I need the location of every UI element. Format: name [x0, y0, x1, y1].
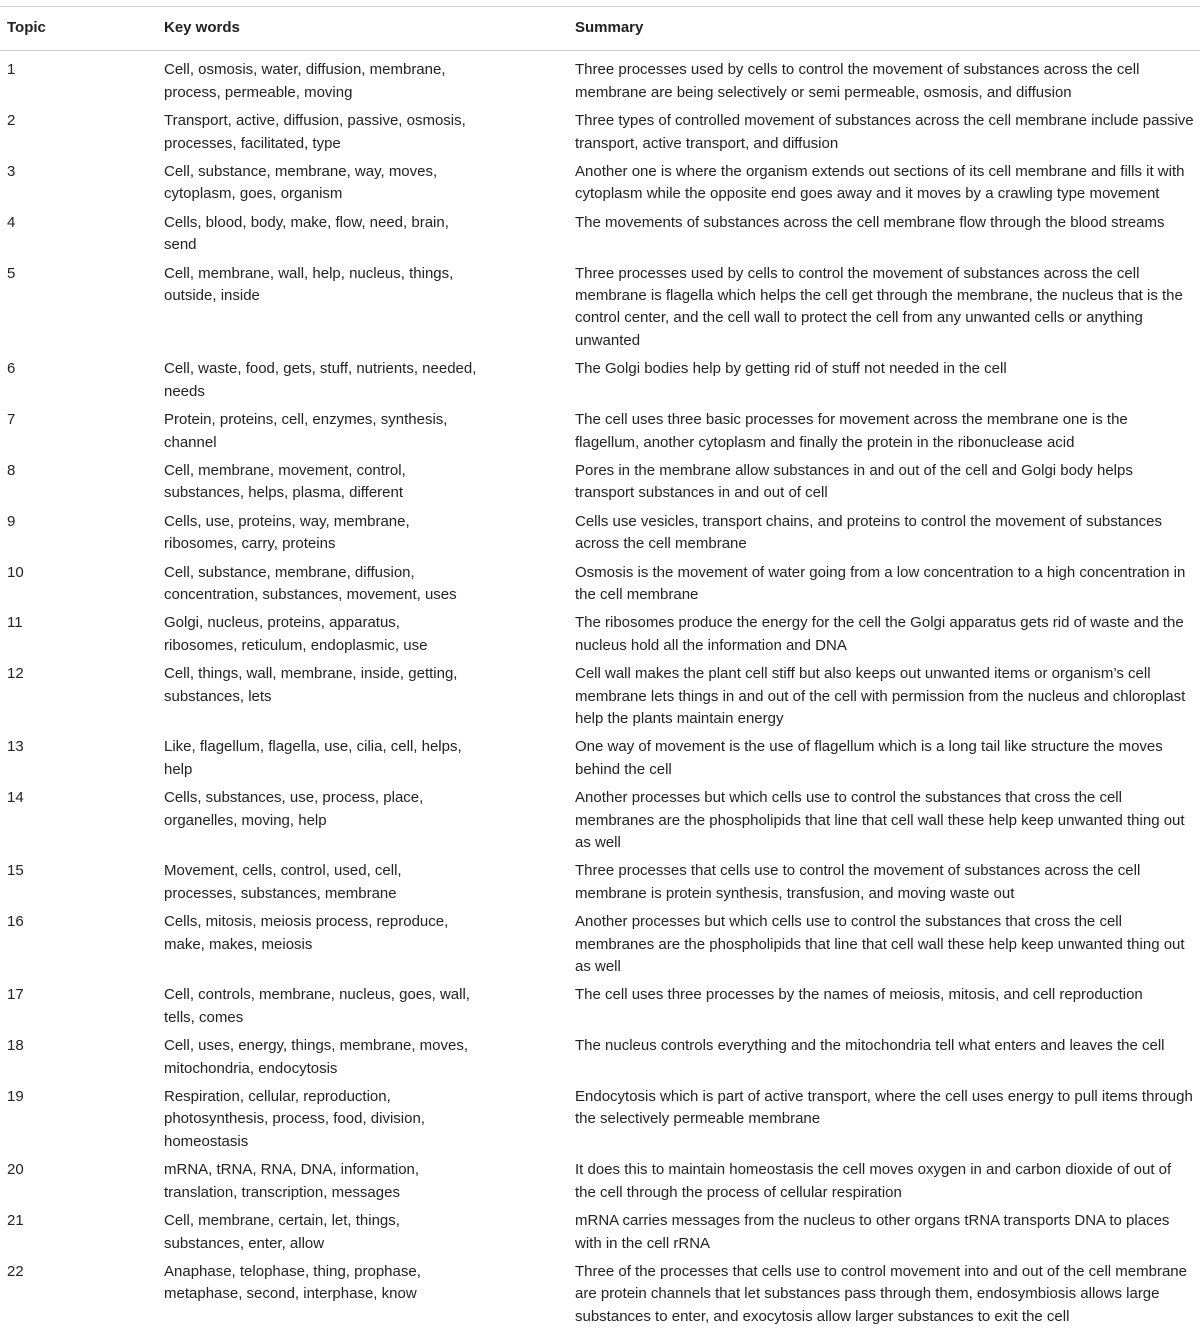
topic-cell: 15 [7, 862, 24, 880]
key-words-cell: Cell, controls, membrane, nucleus, goes, wall, tells, comes [164, 986, 470, 1026]
key-words-cell: Protein, proteins, cell, enzymes, synthesis, channel [164, 411, 448, 451]
topic-cell: 10 [7, 563, 24, 581]
key-words-cell: Cell, membrane, wall, help, nucleus, things, outside, inside [164, 264, 454, 305]
key-words-cell: Anaphase, telophase, thing, prophase, metaphase, second, interphase, know [164, 1262, 421, 1303]
key-words-cell: Cell, waste, food, gets, stuff, nutrients, needed, needs [164, 360, 477, 400]
key-words-cell: Cells, mitosis, meiosis process, reproduce, make, makes, meiosis [164, 913, 449, 953]
summary-cell: The movements of substances across the cell membrane flow through the blood streams [575, 213, 1165, 231]
key-words-cell: Golgi, nucleus, proteins, apparatus, ribosomes, reticulum, endoplasmic, use [164, 614, 428, 654]
table-row [0, 909, 1200, 982]
key-words-cell: Cell, uses, energy, things, membrane, moves, mitochondria, endocytosis [164, 1037, 469, 1077]
key-words-cell: Cells, substances, use, process, place, organelles, moving, help [164, 789, 424, 829]
topic-cell: 6 [7, 360, 16, 378]
table-row [0, 1084, 1200, 1157]
topic-cell: 3 [7, 163, 16, 181]
table-row [0, 458, 1200, 509]
header-topic: Topic [7, 19, 46, 36]
summary-cell: Another processes but which cells use to control the substances that cross the cell membranes are the phospholipids that line that cell wall these help keep unwanted thing out as well [575, 913, 1185, 976]
table-row [0, 610, 1200, 661]
topic-cell: 1 [7, 61, 16, 79]
summary-cell: Cells use vesicles, transport chains, and proteins to control the movement of substances across the cell membrane [575, 512, 1162, 553]
table-row [0, 356, 1200, 407]
summary-cell: Three of the processes that cells use to control movement into and out of the cell membrane are protein channels that let substances pass through them, endosymbiosis allows large substances to enter, and exocytosis allow larger substances to exit the cell [575, 1262, 1187, 1325]
table-body [0, 51, 1200, 1332]
topic-table [0, 6, 1200, 1332]
table-row [0, 1157, 1200, 1208]
key-words-cell: Respiration, cellular, reproduction, photosynthesis, process, food, division, homeostasis [164, 1088, 425, 1150]
table-row [0, 1208, 1200, 1259]
summary-cell: Another one is where the organism extends out sections of its cell membrane and fills it with cytoplasm while the opposite end goes away and it moves by a crawling type movement [575, 163, 1185, 203]
key-words-cell: Like, flagellum, flagella, use, cilia, cell, helps, help [164, 738, 462, 778]
header-summary: Summary [575, 19, 644, 36]
topic-cell: 4 [7, 213, 16, 231]
table-row [0, 407, 1200, 458]
table-row [0, 1033, 1200, 1084]
summary-cell: Three processes used by cells to control the movement of substances across the cell membrane is flagella which helps the cell get through the membrane, the nucleus that is the control center, and the cell wall to protect the cell from any unwanted cells or anything unwanted [575, 264, 1183, 349]
topic-cell: 13 [7, 738, 24, 756]
key-words-cell: Cell, substance, membrane, diffusion, concentration, substances, movement, uses [164, 563, 457, 603]
key-words-cell: Cell, osmosis, water, diffusion, membrane, process, permeable, moving [164, 61, 446, 101]
key-words-cell: Movement, cells, control, used, cell, processes, substances, membrane [164, 862, 402, 902]
topic-cell: 17 [7, 986, 24, 1004]
summary-cell: The Golgi bodies help by getting rid of stuff not needed in the cell [575, 360, 1007, 378]
summary-cell: The nucleus controls everything and the mitochondria tell what enters and leaves the cell [575, 1037, 1165, 1055]
summary-cell: The cell uses three basic processes for movement across the membrane one is the flagellum, another cytoplasm and finally the protein in the ribonuclease acid [575, 411, 1128, 451]
summary-cell: mRNA carries messages from the nucleus to other organs tRNA transports DNA to places with in the cell rRNA [575, 1212, 1170, 1252]
summary-cell: Cell wall makes the plant cell stiff but also keeps out unwanted items or organism’s cell membrane lets things in and out of the cell with permission from the nucleus and chloroplast help the plants maintain energy [575, 665, 1186, 727]
topic-cell: 8 [7, 461, 16, 479]
key-words-cell: Cell, substance, membrane, way, moves, cytoplasm, goes, organism [164, 163, 438, 203]
summary-cell: The ribosomes produce the energy for the cell the Golgi apparatus gets rid of waste and the nucleus hold all the information and DNA [575, 614, 1184, 654]
topic-cell: 12 [7, 665, 24, 683]
topic-cell: 5 [7, 264, 16, 282]
key-words-cell: Transport, active, diffusion, passive, osmosis, processes, facilitated, type [164, 112, 466, 152]
key-words-cell: Cell, things, wall, membrane, inside, getting, substances, lets [164, 665, 458, 705]
topic-cell: 14 [7, 789, 24, 807]
table-row [0, 560, 1200, 611]
topic-cell: 19 [7, 1088, 24, 1106]
summary-cell: Another processes but which cells use to control the substances that cross the cell membranes are the phospholipids that line that cell wall these help keep unwanted thing out as well [575, 789, 1185, 851]
table-row [0, 1259, 1200, 1332]
table-row [0, 108, 1200, 159]
table-row [0, 785, 1200, 858]
table-row [0, 509, 1200, 560]
key-words-cell: mRNA, tRNA, RNA, DNA, information, translation, transcription, messages [164, 1161, 420, 1201]
summary-cell: Three processes that cells use to control the movement of substances across the cell membrane is protein synthesis, transfusion, and moving waste out [575, 862, 1141, 902]
header-row [0, 7, 1200, 51]
key-words-cell: Cells, blood, body, make, flow, need, brain, send [164, 213, 449, 254]
table-row [0, 261, 1200, 357]
summary-cell: Pores in the membrane allow substances in and out of the cell and Golgi body helps transport substances in and out of cell [575, 461, 1133, 502]
table-row [0, 210, 1200, 261]
table-row [0, 982, 1200, 1033]
key-words-cell: Cell, membrane, movement, control, substances, helps, plasma, different [164, 461, 406, 502]
topic-cell: 18 [7, 1037, 24, 1055]
key-words-cell: Cells, use, proteins, way, membrane, ribosomes, carry, proteins [164, 512, 410, 553]
key-words-cell: Cell, membrane, certain, let, things, substances, enter, allow [164, 1212, 400, 1252]
table-header [0, 7, 1200, 51]
table-row [0, 661, 1200, 734]
summary-cell: Osmosis is the movement of water going from a low concentration to a high concentration in the cell membrane [575, 563, 1186, 603]
header-key-words: Key words [164, 19, 240, 36]
summary-cell: Three types of controlled movement of substances across the cell membrane include passive transport, active transport, and diffusion [575, 112, 1194, 152]
table-row [0, 858, 1200, 909]
summary-cell: Endocytosis which is part of active transport, where the cell uses energy to pull items through the selectively permeable membrane [575, 1088, 1193, 1128]
summary-cell: It does this to maintain homeostasis the cell moves oxygen in and carbon dioxide of out of the cell through the process of cellular respiration [575, 1161, 1172, 1201]
topic-cell: 20 [7, 1161, 24, 1179]
topic-cell: 16 [7, 913, 24, 931]
topic-cell: 22 [7, 1262, 24, 1280]
topic-cell: 21 [7, 1212, 24, 1230]
table-row [0, 159, 1200, 210]
summary-cell: The cell uses three processes by the names of meiosis, mitosis, and cell reproduction [575, 986, 1143, 1004]
topic-cell: 7 [7, 411, 16, 429]
table-row [0, 734, 1200, 785]
topic-cell: 2 [7, 112, 16, 130]
summary-cell: Three processes used by cells to control the movement of substances across the cell membrane are being selectively or semi permeable, osmosis, and diffusion [575, 61, 1140, 101]
topic-cell: 11 [7, 614, 23, 632]
table-row [0, 51, 1200, 108]
summary-cell: One way of movement is the use of flagellum which is a long tail like structure the moves behind the cell [575, 738, 1163, 778]
topic-cell: 9 [7, 512, 16, 530]
